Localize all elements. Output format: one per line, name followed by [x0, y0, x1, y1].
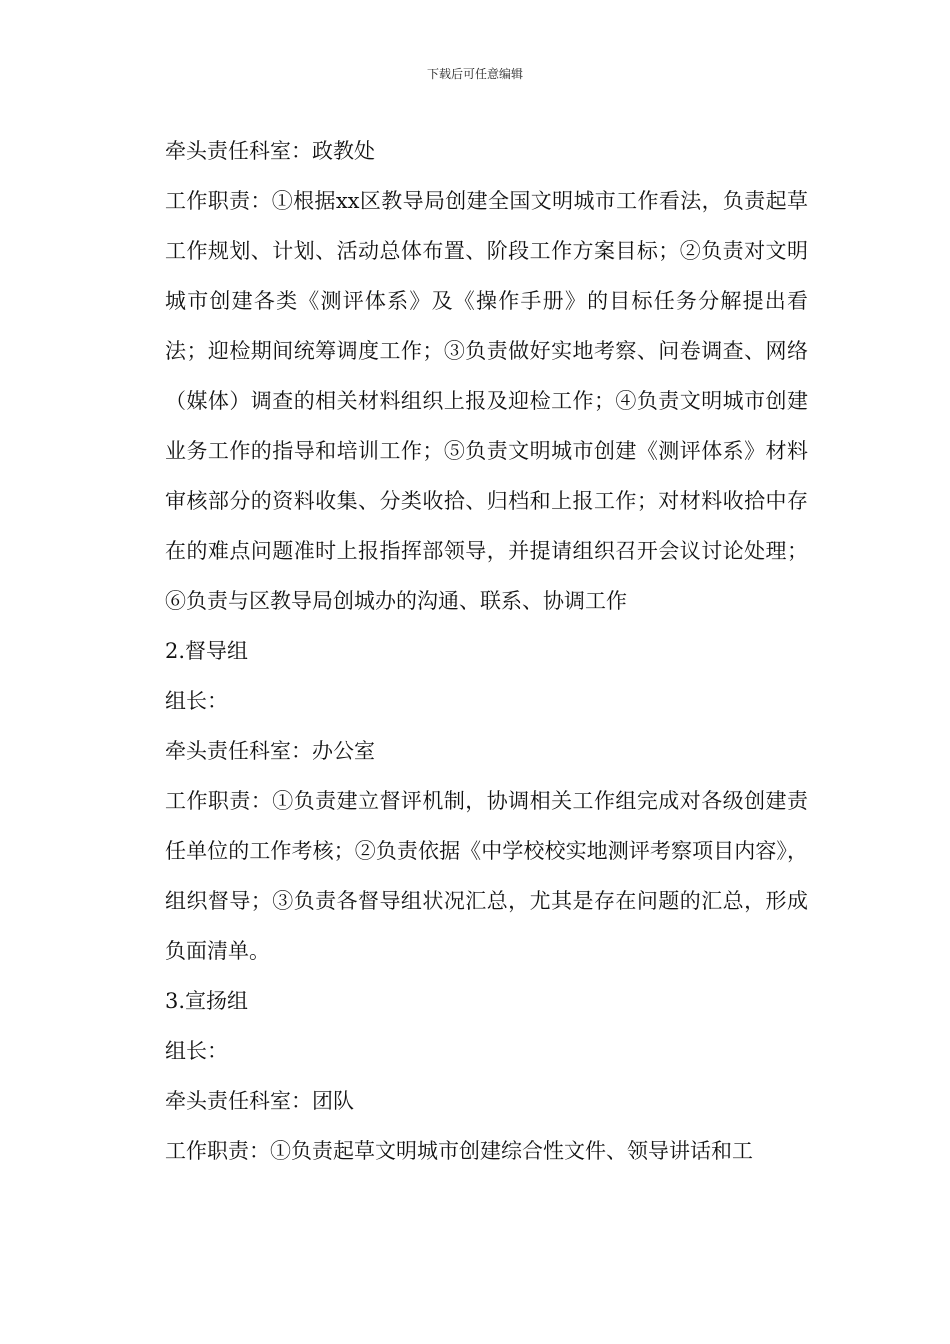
lead-office-line: 牵头责任科室：团队 [165, 1089, 354, 1113]
section-heading-publicity: 3.宣扬组 [165, 989, 249, 1013]
lead-office-line: 牵头责任科室：办公室 [165, 739, 375, 763]
duties-paragraph: 工作职责：①根据xx区教导局创建全国文明城市工作看法，负责起草工作规划、计划、活动总体布置、阶段工作方案目标；②负责对文明城市创建各类《测评体系》及《操作手册》的目标任务分解提出看法；迎检期间统筹调度工作；③负责做好实地考察、问卷调查、网络（媒体）调查的相关材料组织上报及迎检工作；④负责文明城市创建业务工作的指导和培训工作；⑤负责文明城市创建《测评体系》材料审核部分的资料收集、分类收拾、归档和上报工作；对材料收拾中存在的难点问题准时上报指挥部领导，并提请组织召开会议讨论处理；⑥负责与区教导局创城办的沟通、联系、协调工作 [165, 189, 808, 613]
duties-paragraph: 工作职责：①负责起草文明城市创建综合性文件、领导讲话和工 [165, 1139, 753, 1163]
lead-office-line: 牵头责任科室：政教处 [165, 139, 375, 163]
section-heading-supervision: 2.督导组 [165, 639, 249, 663]
group-leader-line: 组长： [165, 1039, 228, 1063]
document-body [146, 126, 808, 1176]
page-header: 下载后可任意编辑 [426, 67, 523, 81]
group-leader-line: 组长： [165, 689, 228, 713]
duties-paragraph: 工作职责：①负责建立督评机制，协调相关工作组完成对各级创建责任单位的工作考核；②负责依据《中学校校实地测评考察项目内容》，组织督导；③负责各督导组状况汇总，尤其是存在问题的汇总，形成负面清单。 [165, 789, 808, 963]
